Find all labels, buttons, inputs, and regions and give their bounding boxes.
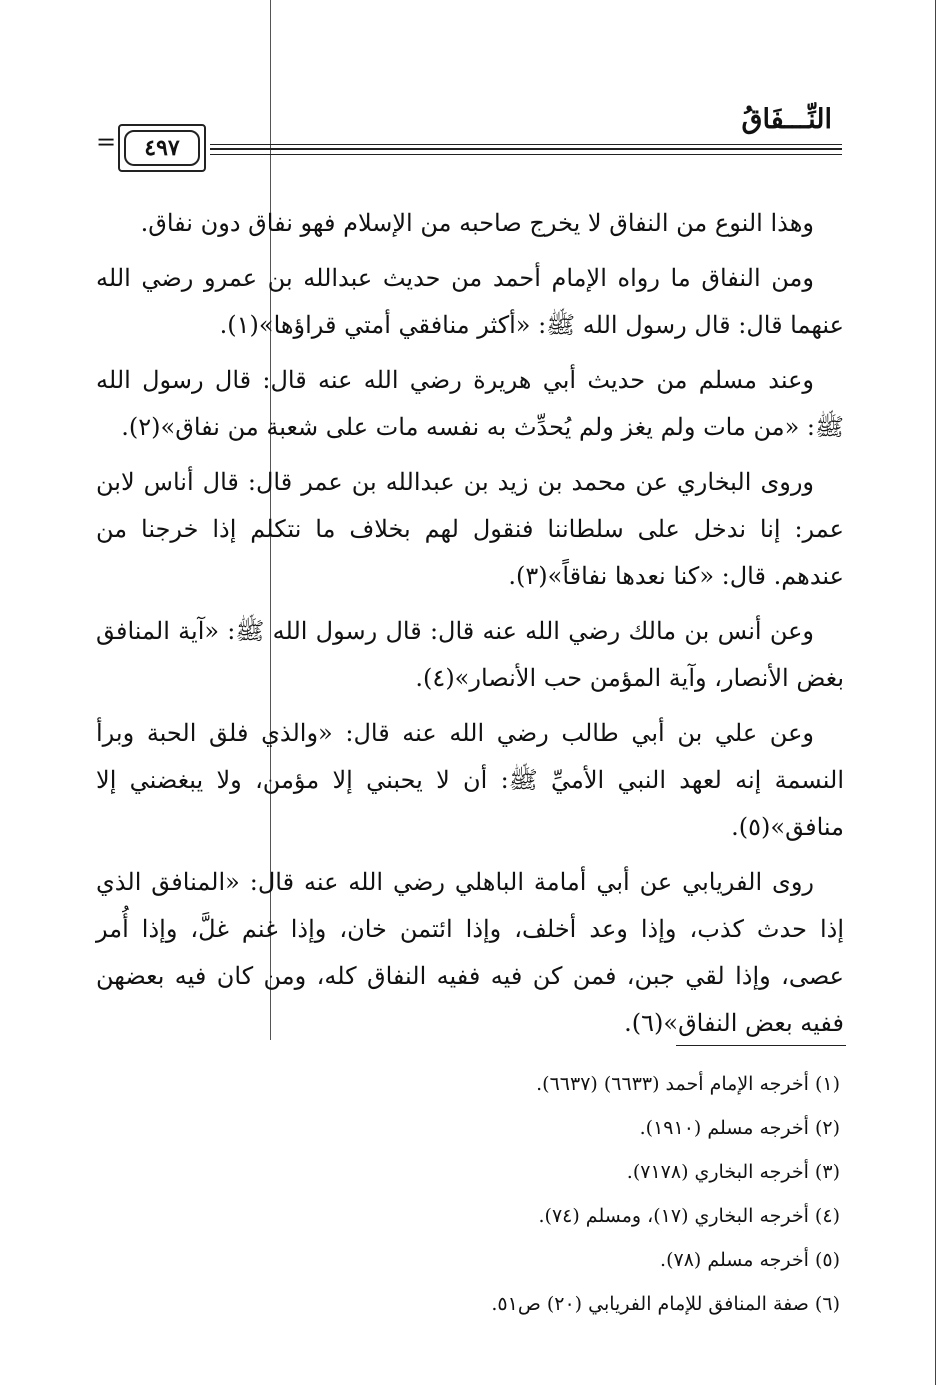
header-ornament: = xyxy=(96,128,117,156)
paragraph: وهذا النوع من النفاق لا يخرج صاحبه من الإسلام فهو نفاق دون نفاق. xyxy=(140,209,814,237)
footnote: (٣) أخرجه البخاري (٧١٧٨). xyxy=(626,1161,840,1183)
paragraph: وعند مسلم من حديث أبي هريرة رضي الله عنه قال: قال رسول الله ﷺ: «من مات ولم يغز ولم يُحدِّث به نفسه مات على شعبة من نفاق»(٢). xyxy=(96,366,844,441)
header-rule xyxy=(210,144,842,145)
footnote: (٥) أخرجه مسلم (٧٨). xyxy=(660,1249,840,1271)
footnote-separator xyxy=(676,1045,846,1046)
paragraph: وعن أنس بن مالك رضي الله عنه قال: قال رسول الله ﷺ: «آية المنافق بغض الأنصار، وآية المؤمن حب الأنصار»(٤). xyxy=(96,617,844,692)
paragraph: وعن علي بن أبي طالب رضي الله عنه قال: «والذي فلق الحبة وبرأ النسمة إنه لعهد النبي الأميِّ ﷺ: أن لا يحبني إلا مؤمن، ولا يبغضني إلا منافق»(٥). xyxy=(96,719,844,841)
footnotes xyxy=(300,1062,840,1326)
header-rule xyxy=(210,148,842,150)
footnote: (٢) أخرجه مسلم (١٩١٠). xyxy=(639,1117,840,1139)
footnote: (٦) صفة المنافق للإمام الفريابي (٢٠) ص٥١. xyxy=(491,1293,840,1315)
paragraph: روى الفريابي عن أبي أمامة الباهلي رضي الله عنه قال: «المنافق الذي إذا حدث كذب، وإذا وعد أخلف، وإذا ائتمن خان، وإذا غنم غلَّ، وإذا أُمر عصى، وإذا لقي جبن، فمن كن فيه ففيه النفاق كله، ومن كان فيه بعضهن ففيه بعض النفاق»(٦). xyxy=(96,868,844,1037)
page-edge-line xyxy=(935,0,936,1385)
chapter-title: النِّـــفَاقُ xyxy=(741,104,832,135)
footnote: (٤) أخرجه البخاري (١٧)، ومسلم (٧٤). xyxy=(538,1205,840,1227)
page-number: ٤٩٧ xyxy=(124,130,200,166)
main-text xyxy=(96,200,844,1055)
page-header xyxy=(90,100,842,170)
paragraph: ومن النفاق ما رواه الإمام أحمد من حديث عبدالله بن عمرو رضي الله عنهما قال: قال رسول الله ﷺ: «أكثر منافقي أمتي قراؤها»(١). xyxy=(96,264,844,339)
header-rule xyxy=(210,154,842,155)
paragraph: وروى البخاري عن محمد بن زيد بن عبدالله بن عمر قال: قال أناس لابن عمر: إنا ندخل على سلطاننا فنقول لهم بخلاف ما نتكلم إذا خرجنا من عندهم. قال: «كنا نعدها نفاقاً»(٣). xyxy=(96,468,844,590)
footnote: (١) أخرجه الإمام أحمد (٦٦٣٣) (٦٦٣٧). xyxy=(536,1073,840,1095)
